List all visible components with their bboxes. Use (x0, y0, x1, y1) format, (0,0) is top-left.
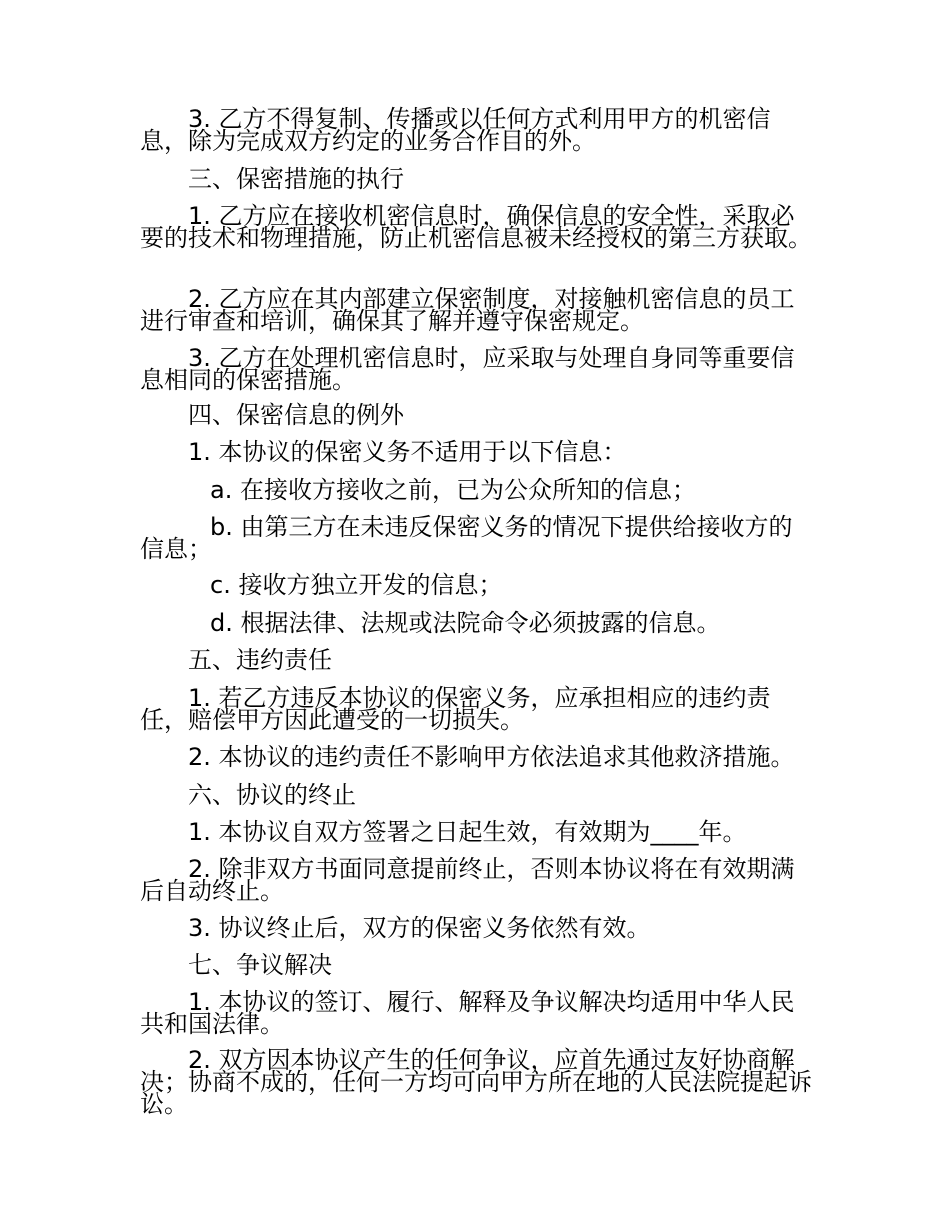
section-7-heading: 七、争议解决 (188, 951, 332, 979)
exception-item-c: c. 接收方独立开发的信息； (210, 571, 503, 599)
clause-exceptions-intro: 1. 本协议的保密义务不适用于以下信息： (188, 438, 627, 466)
clause-3-no-copy: 3. 乙方不得复制、传播或以任何方式利用甲方的机密信息，除为完成双方约定的业务合作目的外。 (140, 105, 771, 155)
exception-item-a: a. 在接收方接收之前，已为公众所知的信息； (210, 476, 696, 504)
clause-effective-period: 1. 本协议自双方签署之日起生效，有效期为____年。 (188, 818, 747, 846)
clause-other-remedies: 2. 本协议的违约责任不影响甲方依法追求其他救济措施。 (188, 743, 795, 771)
section-4-heading: 四、保密信息的例外 (188, 401, 404, 429)
clause-governing-law: 1. 本协议的签订、履行、解释及争议解决均适用中华人民共和国法律。 (140, 988, 795, 1038)
clause-obligation-survives: 3. 协议终止后，双方的保密义务依然有效。 (188, 914, 651, 942)
section-5-heading: 五、违约责任 (188, 646, 332, 674)
section-6-heading: 六、协议的终止 (188, 781, 356, 809)
exception-item-d: d. 根据法律、法规或法院命令必须披露的信息。 (210, 609, 721, 637)
exception-item-b: b. 由第三方在未违反保密义务的情况下提供给接收方的信息； (140, 513, 793, 563)
clause-internal-system: 2. 乙方应在其内部建立保密制度，对接触机密信息的员工进行审查和培训，确保其了解并遵守保密规定。 (140, 285, 795, 335)
clause-dispute-resolution: 2. 双方因本协议产生的任何争议，应首先通过友好协商解决；协商不成的，任何一方均可向甲方所在地的人民法院提起诉讼。 (140, 1046, 812, 1118)
clause-auto-termination: 2. 除非双方书面同意提前终止，否则本协议将在有效期满后自动终止。 (140, 855, 795, 905)
clause-liability: 1. 若乙方违反本协议的保密义务，应承担相应的违约责任，赔偿甲方因此遭受的一切损失。 (140, 684, 771, 734)
clause-security-measures: 1. 乙方应在接收机密信息时，确保信息的安全性，采取必要的技术和物理措施，防止机密信息被未经授权的第三方获取。 (140, 202, 812, 252)
clause-same-protection: 3. 乙方在处理机密信息时，应采取与处理自身同等重要信息相同的保密措施。 (140, 344, 795, 394)
section-3-heading: 三、保密措施的执行 (188, 165, 404, 193)
